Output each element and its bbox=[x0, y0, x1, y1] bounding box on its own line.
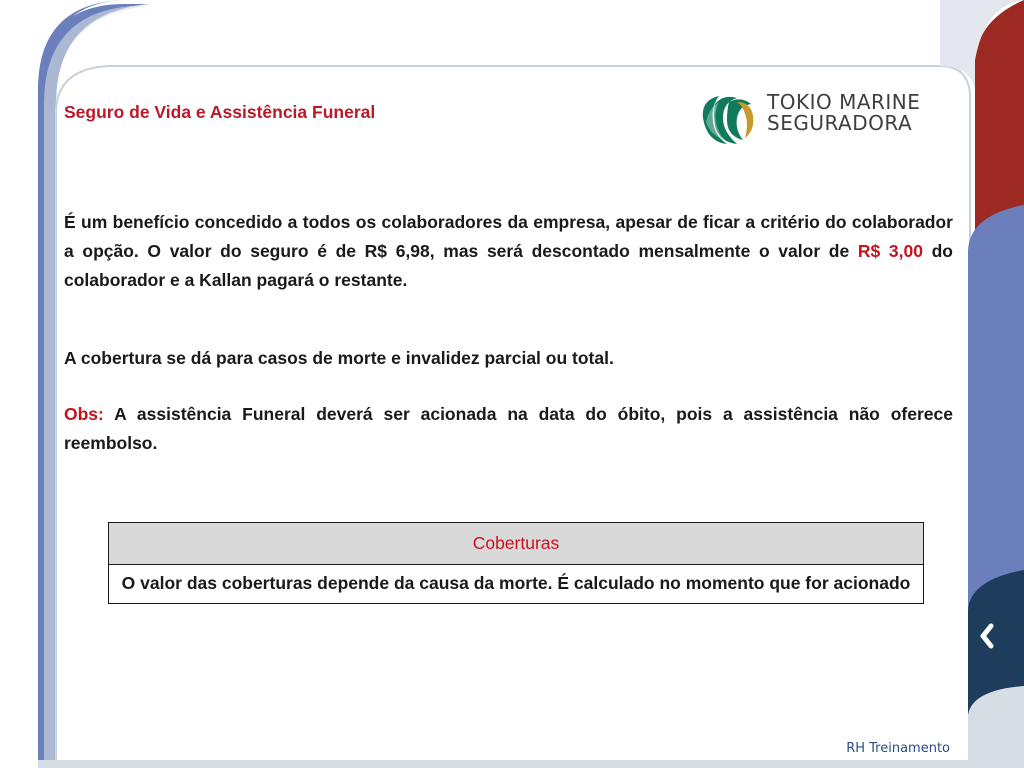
tokio-marine-logo-icon bbox=[697, 92, 757, 150]
coverage-table-cell: O valor das coberturas depende da causa da morte. É calculado no momento que for acionado bbox=[109, 565, 924, 604]
obs-note bbox=[64, 400, 953, 458]
footer-label: RH Treinamento bbox=[846, 741, 950, 756]
table-row bbox=[109, 565, 924, 604]
coverage-description: A cobertura se dá para casos de morte e invalidez parcial ou total. bbox=[64, 348, 614, 368]
coverage-table-header-row bbox=[109, 523, 924, 565]
chevron-left-icon[interactable] bbox=[975, 620, 999, 652]
employee-cost-highlight: R$ 3,00 bbox=[857, 241, 923, 261]
benefit-description-part1: É um benefício concedido a todos os colaboradores da empresa, apesar de ficar a critério do colaborador a opção. O valor do seguro é de R$ 6,98, mas será descontado mensalmente o valor de bbox=[64, 212, 953, 261]
logo-line-1: TOKIO MARINE bbox=[767, 90, 921, 114]
tokio-marine-logo bbox=[697, 92, 927, 152]
coverage-table bbox=[108, 522, 924, 604]
obs-text: A assistência Funeral deverá ser acionada na data do óbito, pois a assistência não oferece reembolso. bbox=[64, 404, 953, 453]
logo-line-2: SEGURADORA bbox=[767, 111, 913, 135]
frame-bottom-line bbox=[38, 760, 968, 768]
benefit-description-part2: do colaborador e a Kallan pagará o restante. bbox=[64, 241, 954, 290]
coverage-table-header: Coberturas bbox=[109, 523, 924, 565]
obs-label: Obs: bbox=[64, 404, 104, 424]
slide-title: Seguro de Vida e Assistência Funeral bbox=[64, 102, 376, 122]
tokio-marine-wordmark bbox=[767, 92, 920, 134]
benefit-description bbox=[64, 208, 953, 295]
